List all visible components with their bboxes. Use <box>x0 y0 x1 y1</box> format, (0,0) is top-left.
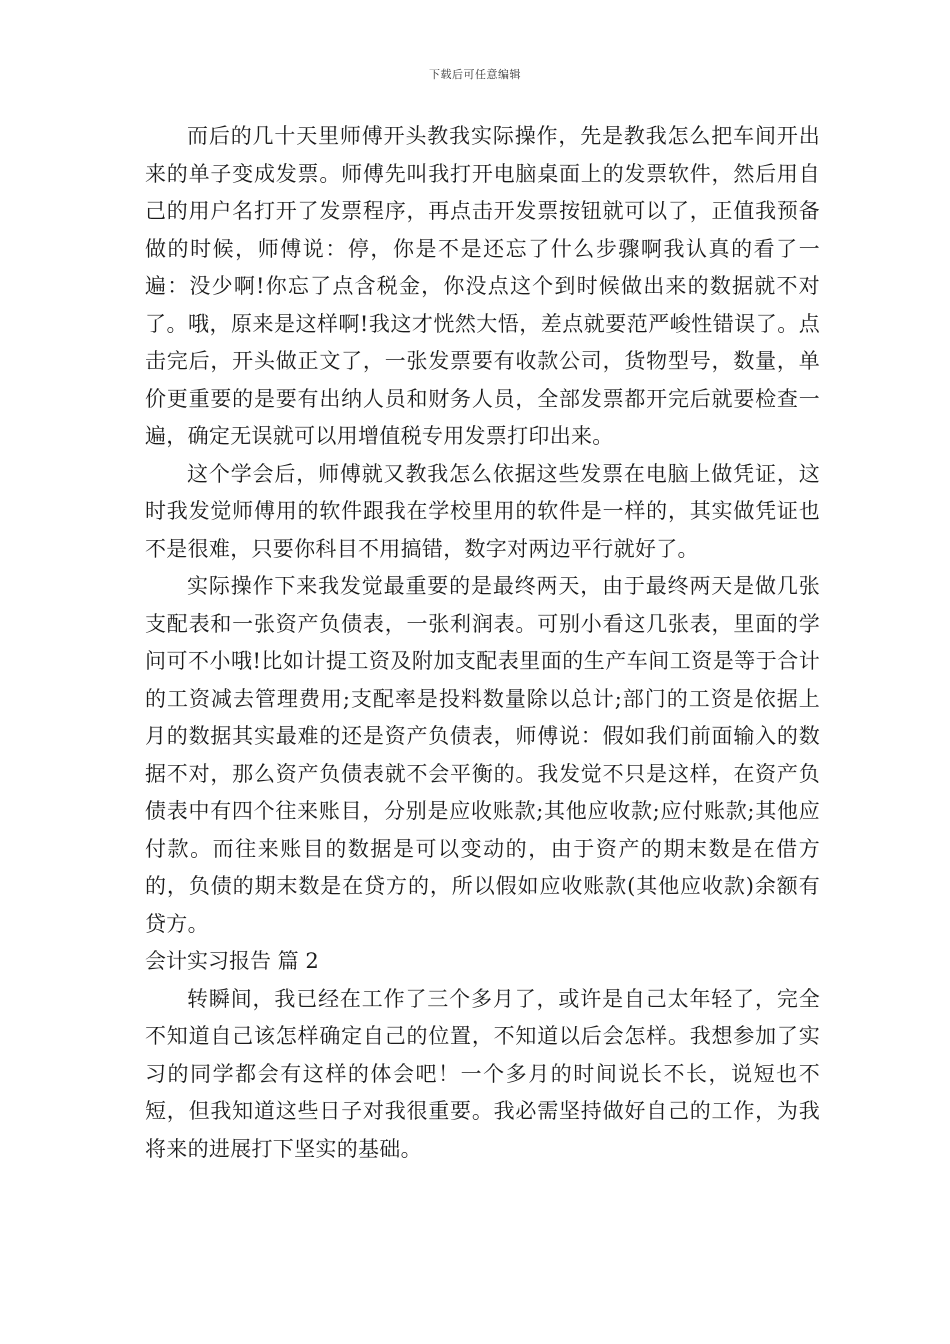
document-body <box>145 118 820 1168</box>
page-header: 下载后可任意编辑 <box>429 68 521 81</box>
section-heading: 会计实习报告 篇 2 <box>145 949 319 973</box>
paragraph-4: 转瞬间，我已经在工作了三个多月了，或许是自己太年轻了，完全不知道自己该怎样确定自己的位置，不知道以后会怎样。我想参加了实习的同学都会有这样的体会吧！一个多月的时间说长不长，说短也不短，但我知道这些日子对我很重要。我必需坚持做好自己的工作，为我将来的进展打下坚实的基础。 <box>145 986 820 1161</box>
paragraph-3: 实际操作下来我发觉最重要的是最终两天，由于最终两天是做几张支配表和一张资产负债表，一张利润表。可别小看这几张表，里面的学问可不小哦!比如计提工资及附加支配表里面的生产车间工资是等于合计的工资减去管理费用;支配率是投料数量除以总计;部门的工资是依据上月的数据其实最难的还是资产负债表，师傅说：假如我们前面输入的数据不对，那么资产负债表就不会平衡的。我发觉不只是这样，在资产负债表中有四个往来账目，分别是应收账款;其他应收款;应付账款;其他应付款。而往来账目的数据是可以变动的，由于资产的期末数是在借方的，负债的期末数是在贷方的，所以假如应收账款(其他应收款)余额有贷方。 <box>145 574 820 936</box>
paragraph-2: 这个学会后，师傅就又教我怎么依据这些发票在电脑上做凭证，这时我发觉师傅用的软件跟我在学校里用的软件是一样的，其实做凭证也不是很难，只要你科目不用搞错，数字对两边平行就好了。 <box>145 461 820 561</box>
paragraph-1: 而后的几十天里师傅开头教我实际操作，先是教我怎么把车间开出来的单子变成发票。师傅先叫我打开电脑桌面上的发票软件，然后用自己的用户名打开了发票程序，再点击开发票按钮就可以了，正值我预备做的时候，师傅说：停，你是不是还忘了什么步骤啊我认真的看了一遍：没少啊!你忘了点含税金，你没点这个到时候做出来的数据就不对了。哦，原来是这样啊!我这才恍然大悟，差点就要范严峻性错误了。点击完后，开头做正文了，一张发票要有收款公司，货物型号，数量，单价更重要的是要有出纳人员和财务人员，全部发票都开完后就要检查一遍，确定无误就可以用增值税专用发票打印出来。 <box>145 124 820 448</box>
